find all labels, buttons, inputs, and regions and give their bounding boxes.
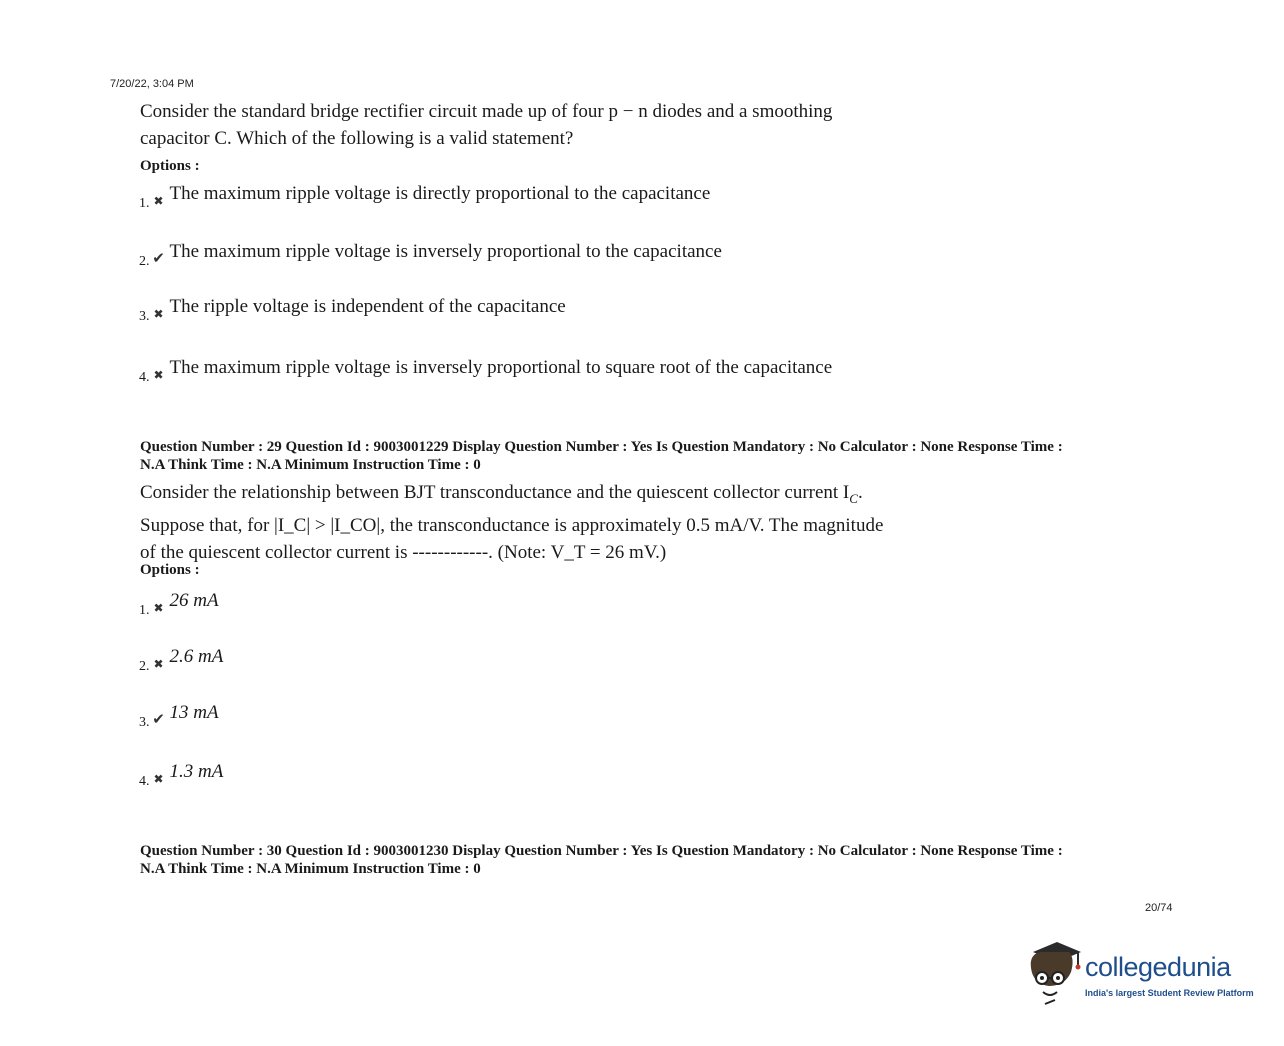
q30-metadata [140,842,1180,878]
q30-meta-line-2: N.A Think Time : N.A Minimum Instruction Time : 0 [140,861,481,877]
logo-wordmark: collegedunia [1085,952,1231,982]
option-text: The maximum ripple voltage is inversely proportional to square root of the capacitance [169,357,833,378]
option-number: 4. [139,370,150,385]
option-text: 26 mA [169,590,219,611]
q29-options-label: Options : [140,562,200,578]
q29-option-3 [139,702,219,730]
option-text: 13 mA [169,702,219,723]
q28-question-text [140,98,960,152]
q29-meta-line-2: N.A Think Time : N.A Minimum Instruction Time : 0 [140,457,481,473]
q29-option-4 [139,761,224,789]
cross-icon: ✖ [153,601,164,615]
option-number: 1. [139,603,150,618]
cross-icon: ✖ [153,307,164,321]
collegedunia-logo [1025,938,1265,1008]
option-text: The ripple voltage is independent of the capacitance [169,296,566,317]
q28-option-1 [139,183,711,211]
q28-option-4 [139,357,833,385]
q28-option-3 [139,296,566,324]
cross-icon: ✖ [153,194,164,208]
q29-option-2 [139,646,224,674]
logo-tagline: India's largest Student Review Platform [1085,988,1254,998]
option-text: The maximum ripple voltage is inversely proportional to the capacitance [169,241,722,262]
q29-text-line-3: of the quiescent collector current is ------------. (Note: V_T = 26 mV.) [140,541,667,563]
option-number: 1. [139,196,150,211]
option-number: 2. [139,254,150,269]
q30-meta-line-1: Question Number : 30 Question Id : 9003001230 Display Question Number : Yes Is Question Mandatory : No Calculator : None Response Time : [140,843,1063,859]
q29-question-text [140,479,960,566]
q28-options-label: Options : [140,158,200,174]
q28-text-line-1: Consider the standard bridge rectifier circuit made up of four p − n diodes and a smoothing [140,101,833,122]
cross-icon: ✖ [153,368,164,382]
print-timestamp: 7/20/22, 3:04 PM [110,78,194,90]
option-text: The maximum ripple voltage is directly proportional to the capacitance [169,183,711,204]
q28-option-2 [139,241,722,269]
mascot-icon [1025,938,1085,1008]
q29-option-1 [139,590,219,618]
q28-text-line-2: capacitor C. Which of the following is a valid statement? [140,128,574,149]
check-icon: ✔ [152,251,165,267]
option-number: 4. [139,774,150,789]
q29-text-line-1: Consider the relationship between BJT transconductance and the quiescent collector current $I_C$. [140,482,863,506]
cross-icon: ✖ [153,772,164,786]
page-number: 20/74 [1145,902,1173,914]
q29-meta-line-1: Question Number : 29 Question Id : 9003001229 Display Question Number : Yes Is Question Mandatory : No Calculator : None Response Time : [140,439,1063,455]
check-icon: ✔ [152,712,165,728]
option-number: 3. [139,309,150,324]
option-text: 2.6 mA [169,646,224,667]
q29-text-line-2: Suppose that, for |I_C| > |I_CO|, the transconductance is approximately 0.5 mA/V. The magnitude [140,514,884,536]
option-number: 3. [139,715,150,730]
option-text: 1.3 mA [169,761,224,782]
option-number: 2. [139,659,150,674]
q29-metadata [140,438,1180,474]
cross-icon: ✖ [153,657,164,671]
